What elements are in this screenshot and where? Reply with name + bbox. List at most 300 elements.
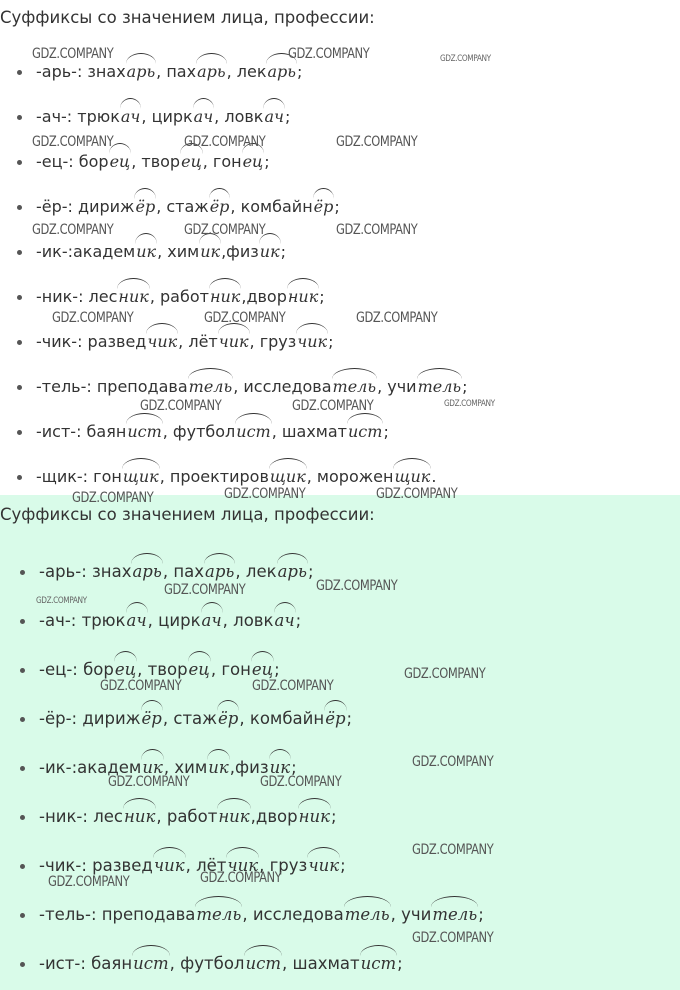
suffix-text: арь (126, 62, 156, 81)
suffix-arc-icon (277, 553, 308, 564)
watermark-text: GDZ.COMPANY (100, 678, 182, 694)
suffix-arc-icon (195, 896, 242, 907)
suffix-prefix: -ник-: (36, 287, 89, 306)
item-text (39, 902, 484, 928)
word-root: футбол (172, 422, 236, 441)
suffix-arc-icon (296, 323, 328, 334)
watermark-text: GDZ.COMPANY (32, 134, 114, 150)
word-root: футбол (180, 954, 245, 973)
separator: , (250, 807, 256, 826)
separator: , (239, 709, 250, 728)
suffix-text: ник (298, 807, 330, 826)
bullet-icon (20, 864, 25, 869)
item-text (39, 804, 337, 830)
separator: , (306, 467, 317, 486)
suffix-arc-icon (235, 413, 271, 424)
separator: ; (397, 954, 403, 973)
suffix-mark (209, 284, 241, 310)
item-text (36, 329, 333, 355)
suffix-mark (131, 559, 162, 585)
word-root: академ (77, 758, 142, 777)
word-root: лес (93, 807, 123, 826)
word-root: лек (245, 562, 277, 581)
suffix-arc-icon (188, 651, 211, 662)
separator: , (156, 62, 167, 81)
watermark-text: GDZ.COMPANY (184, 134, 266, 150)
suffix-prefix: -ист-: (39, 954, 92, 973)
suffix-text: ик (259, 242, 280, 261)
suffix-mark (217, 804, 250, 830)
separator: ; (291, 758, 297, 777)
word-root: лёт (188, 332, 218, 351)
separator: , (249, 332, 260, 351)
suffix-prefix: -ик-: (39, 758, 78, 777)
suffix-text: ец (181, 152, 202, 171)
word-root: знах (87, 62, 126, 81)
suffix-arc-icon (251, 651, 274, 662)
separator: , (137, 660, 148, 679)
suffix-prefix: -арь-: (36, 62, 88, 81)
suffix-mark (431, 902, 478, 928)
separator: , (271, 422, 282, 441)
suffix-mark (196, 59, 227, 85)
separator: , (377, 377, 388, 396)
word-root: преподава (101, 905, 196, 924)
bullet-icon (20, 717, 25, 722)
suffix-prefix: -арь-: (39, 562, 93, 581)
suffix-arc-icon (244, 945, 282, 956)
suffix-mark (296, 329, 328, 355)
item-text (36, 239, 286, 265)
suffix-text: чик (308, 856, 340, 875)
word-root: бор (78, 152, 109, 171)
word-root: преподава (96, 377, 188, 396)
section-bottom (0, 495, 680, 990)
suffix-prefix: -ник-: (39, 807, 94, 826)
word-root: гон (93, 467, 122, 486)
suffix-arc-icon (431, 896, 478, 907)
word-root: двор (246, 287, 287, 306)
watermark-text: GDZ.COMPANY (292, 398, 374, 414)
separator: ; (307, 562, 314, 581)
watermark-text: GDZ.COMPANY (164, 582, 246, 598)
suffix-prefix: -ач-: (39, 611, 82, 630)
separator: , (241, 287, 247, 306)
watermark-text: GDZ.COMPANY (48, 874, 130, 890)
suffix-prefix: -тель-: (36, 377, 97, 396)
suffix-text: ач (193, 107, 214, 126)
suffix-text: тель (188, 377, 233, 396)
word-root: ловк (233, 611, 274, 630)
suffix-arc-icon (287, 278, 319, 289)
suffix-prefix: -щик-: (36, 467, 94, 486)
suffix-text: ник (118, 287, 149, 306)
word-root: комбайн (240, 197, 313, 216)
item-text (36, 194, 340, 220)
suffix-mark (298, 804, 331, 830)
separator: , (162, 422, 173, 441)
separator: , (156, 197, 167, 216)
suffix-arc-icon (201, 602, 223, 613)
suffix-arc-icon (122, 458, 160, 469)
word-root: трюк (77, 107, 120, 126)
bullet-icon (17, 340, 22, 345)
separator: , (281, 954, 293, 973)
word-root: учи (401, 905, 432, 924)
separator: ; (383, 422, 389, 441)
suffix-prefix: -ик-: (36, 242, 73, 261)
watermark-text: GDZ.COMPANY (316, 578, 398, 594)
suffix-arc-icon (153, 847, 186, 858)
suffix-text: ист (133, 954, 169, 973)
suffix-arc-icon (417, 368, 463, 379)
separator: , (222, 611, 234, 630)
suffix-arc-icon (204, 553, 235, 564)
suffix-arc-icon (117, 278, 149, 289)
separator: , (178, 332, 189, 351)
word-root: развед (87, 332, 147, 351)
word-root: знах (92, 562, 132, 581)
word-root: гон (212, 152, 242, 171)
watermark-text: GDZ.COMPANY (412, 842, 494, 858)
word-root: хим (174, 758, 208, 777)
separator: , (214, 107, 225, 126)
suffix-text: ец (114, 660, 137, 679)
suffix-arc-icon (269, 458, 307, 469)
suffix-mark (199, 239, 221, 265)
suffix-arc-icon (126, 413, 162, 424)
suffix-text: ик (269, 758, 291, 777)
bullet-icon (20, 570, 25, 575)
word-root: хим (167, 242, 200, 261)
suffix-arc-icon (207, 749, 229, 760)
suffix-arc-icon (313, 188, 335, 199)
suffix-prefix: -ач-: (36, 107, 78, 126)
word-root: твор (147, 660, 188, 679)
suffix-text: ец (188, 660, 210, 679)
word-root: груз (259, 332, 297, 351)
bullet-icon (20, 668, 25, 673)
suffix-prefix: -ёр-: (36, 197, 79, 216)
suffix-prefix: -ец-: (39, 660, 84, 679)
suffix-text: ник (218, 807, 250, 826)
item-text (39, 608, 301, 634)
word-root: шахмат (292, 954, 360, 973)
word-root: стаж (173, 709, 218, 728)
separator: , (242, 905, 253, 924)
item-text (36, 59, 302, 85)
suffix-arc-icon (193, 98, 215, 109)
suffix-text: ик (208, 758, 229, 777)
suffix-mark (344, 902, 391, 928)
watermark-text: GDZ.COMPANY (140, 398, 222, 414)
suffix-text: ист (348, 422, 383, 441)
watermark-text: GDZ.COMPANY (376, 486, 458, 502)
word-root: учи (387, 377, 417, 396)
suffix-text: ач (126, 611, 147, 630)
watermark-text: GDZ.COMPANY (440, 54, 491, 64)
suffix-arc-icon (307, 847, 340, 858)
bullet-icon (20, 913, 25, 918)
separator: , (162, 562, 174, 581)
suffix-mark (193, 104, 215, 130)
word-root: академ (73, 242, 136, 261)
suffix-text: арь (197, 62, 226, 81)
suffix-prefix: -ист-: (36, 422, 87, 441)
suffix-mark (195, 902, 242, 928)
bullet-icon (17, 70, 22, 75)
watermark-text: GDZ.COMPANY (52, 310, 134, 326)
separator: ; (330, 807, 337, 826)
suffix-arc-icon (196, 53, 227, 64)
watermark-text: GDZ.COMPANY (444, 399, 495, 409)
suffix-text: ёр (218, 709, 239, 728)
suffix-arc-icon (393, 458, 431, 469)
suffix-prefix: -чик-: (39, 856, 93, 875)
suffix-arc-icon (132, 945, 170, 956)
suffix-text: арь (205, 562, 235, 581)
separator: , (159, 467, 170, 486)
suffix-arc-icon (226, 847, 259, 858)
separator: , (229, 758, 236, 777)
watermark-text: GDZ.COMPANY (32, 46, 114, 62)
word-root: трюк (81, 611, 126, 630)
suffix-mark (201, 608, 223, 634)
separator: ; (462, 377, 468, 396)
suffix-text: ник (209, 287, 241, 306)
watermark-text: GDZ.COMPANY (36, 596, 87, 606)
suffix-arc-icon (360, 945, 398, 956)
suffix-mark (120, 104, 142, 130)
suffix-mark (235, 419, 271, 445)
suffix-arc-icon (146, 323, 178, 334)
word-root: исследова (252, 905, 344, 924)
watermark-text: GDZ.COMPANY (412, 754, 494, 770)
suffix-text: ач (120, 107, 141, 126)
separator: . (431, 467, 437, 486)
suffix-arc-icon (298, 798, 331, 809)
suffix-mark (117, 284, 149, 310)
suffix-text: чик (297, 332, 328, 351)
suffix-arc-icon (217, 798, 250, 809)
suffix-text: ист (360, 954, 397, 973)
watermark-text: GDZ.COMPANY (252, 678, 334, 694)
word-root: бор (83, 660, 114, 679)
separator: , (235, 562, 246, 581)
suffix-arc-icon (123, 798, 156, 809)
suffix-mark (188, 657, 211, 683)
suffix-text: ёр (209, 197, 230, 216)
word-root: физ (226, 242, 259, 261)
suffix-arc-icon (141, 700, 163, 711)
word-root: пах (173, 562, 205, 581)
suffix-arc-icon (209, 188, 231, 199)
separator: ; (346, 709, 353, 728)
separator: , (149, 287, 160, 306)
suffix-text: тель (332, 377, 377, 396)
separator: , (226, 62, 237, 81)
separator: ; (478, 905, 484, 924)
suffix-text: арь (267, 62, 296, 81)
suffix-text: арь (277, 562, 307, 581)
suffix-mark (123, 804, 156, 830)
suffix-text: ёр (141, 709, 162, 728)
suffix-text: ёр (325, 709, 346, 728)
word-root: лек (236, 62, 267, 81)
bullet-icon (17, 250, 22, 255)
suffix-mark (207, 755, 229, 781)
separator: , (230, 197, 241, 216)
bullet-icon (17, 475, 22, 480)
separator: , (147, 611, 159, 630)
separator: ; (328, 332, 334, 351)
suffix-mark (109, 149, 132, 175)
word-root: лес (88, 287, 118, 306)
watermark-text: GDZ.COMPANY (72, 490, 154, 506)
suffix-arc-icon (134, 188, 156, 199)
suffix-mark (417, 374, 463, 400)
suffix-mark (146, 329, 178, 355)
suffix-mark (313, 194, 335, 220)
suffix-text: ист (245, 954, 281, 973)
suffix-text: ач (201, 611, 222, 630)
word-root: шахмат (281, 422, 347, 441)
word-root: цирк (151, 107, 193, 126)
suffix-mark (287, 284, 319, 310)
suffix-text: щик (122, 467, 159, 486)
suffix-text: щик (269, 467, 306, 486)
suffix-mark (347, 419, 383, 445)
bullet-icon (17, 385, 22, 390)
suffix-mark (266, 59, 297, 85)
item-text (39, 706, 352, 732)
suffix-mark (153, 853, 186, 879)
separator: ; (340, 856, 346, 875)
suffix-arc-icon (332, 368, 378, 379)
suffix-mark (141, 706, 163, 732)
suffix-mark (274, 608, 296, 634)
bullet-icon (17, 115, 22, 120)
suffix-arc-icon (126, 602, 148, 613)
suffix-mark (134, 194, 156, 220)
suffix-text: чик (153, 856, 185, 875)
suffix-mark (135, 239, 157, 265)
watermark-text: GDZ.COMPANY (200, 870, 282, 886)
suffix-mark (332, 374, 378, 400)
word-root: стаж (166, 197, 209, 216)
watermark-text: GDZ.COMPANY (412, 930, 494, 946)
item-text (39, 951, 403, 977)
suffix-mark (242, 149, 265, 175)
suffix-mark (122, 464, 160, 490)
suffix-mark (277, 559, 308, 585)
watermark-text: GDZ.COMPANY (184, 222, 266, 238)
item-text (36, 149, 270, 175)
separator: , (141, 107, 152, 126)
watermark-text: GDZ.COMPANY (204, 310, 286, 326)
suffix-text: ёр (135, 197, 156, 216)
suffix-arc-icon (217, 700, 239, 711)
suffix-arc-icon (135, 233, 157, 244)
suffix-arc-icon (263, 98, 285, 109)
suffix-arc-icon (141, 749, 163, 760)
word-root: работ (166, 807, 218, 826)
word-root: ловк (224, 107, 264, 126)
suffix-arc-icon (344, 896, 391, 907)
section-heading: Суффиксы со значением лица, профессии: (0, 505, 375, 524)
watermark-text: GDZ.COMPANY (356, 310, 438, 326)
bullet-icon (17, 295, 22, 300)
suffix-text: ист (236, 422, 271, 441)
suffix-arc-icon (274, 602, 296, 613)
separator: ; (280, 242, 287, 261)
watermark-text: GDZ.COMPANY (336, 134, 418, 150)
suffix-text: ист (127, 422, 162, 441)
word-root: твор (141, 152, 181, 171)
suffix-mark (126, 59, 157, 85)
suffix-arc-icon (209, 278, 241, 289)
suffix-mark (218, 329, 250, 355)
suffix-text: чик (218, 332, 249, 351)
separator: , (233, 377, 244, 396)
suffix-text: щик (394, 467, 431, 486)
suffix-text: тель (417, 377, 462, 396)
separator: ; (284, 107, 291, 126)
word-root: лёт (196, 856, 227, 875)
suffix-prefix: -ёр-: (39, 709, 83, 728)
suffix-mark (259, 239, 281, 265)
suffix-mark (263, 104, 285, 130)
item-text (36, 284, 325, 310)
suffix-arc-icon (188, 368, 234, 379)
separator: , (259, 856, 270, 875)
word-root: цирк (158, 611, 201, 630)
suffix-mark (126, 419, 162, 445)
suffix-mark (209, 194, 231, 220)
suffix-text: ик (200, 242, 221, 261)
watermark-text: GDZ.COMPANY (224, 486, 306, 502)
suffix-arc-icon (324, 700, 346, 711)
suffix-arc-icon (126, 53, 157, 64)
watermark-text: GDZ.COMPANY (336, 222, 418, 238)
suffix-arc-icon (269, 749, 291, 760)
suffix-mark (324, 706, 346, 732)
word-root: дириж (78, 197, 135, 216)
word-root: работ (160, 287, 209, 306)
suffix-text: тель (196, 905, 242, 924)
watermark-text: GDZ.COMPANY (288, 46, 370, 62)
item-text (36, 374, 468, 400)
separator: , (162, 709, 174, 728)
suffix-text: ик (136, 242, 157, 261)
watermark-text: GDZ.COMPANY (32, 222, 114, 238)
suffix-mark (180, 149, 203, 175)
bullet-icon (20, 815, 25, 820)
bullet-icon (20, 619, 25, 624)
suffix-prefix: -ец-: (36, 152, 79, 171)
word-root: двор (255, 807, 298, 826)
separator: ; (296, 62, 303, 81)
separator: , (390, 905, 402, 924)
suffix-text: ач (274, 611, 295, 630)
bullet-icon (17, 205, 22, 210)
suffix-arc-icon (131, 553, 162, 564)
separator: ; (274, 660, 280, 679)
bullet-icon (20, 962, 25, 967)
suffix-prefix: -тель-: (39, 905, 102, 924)
suffix-text: ёр (313, 197, 334, 216)
word-root: гон (221, 660, 251, 679)
